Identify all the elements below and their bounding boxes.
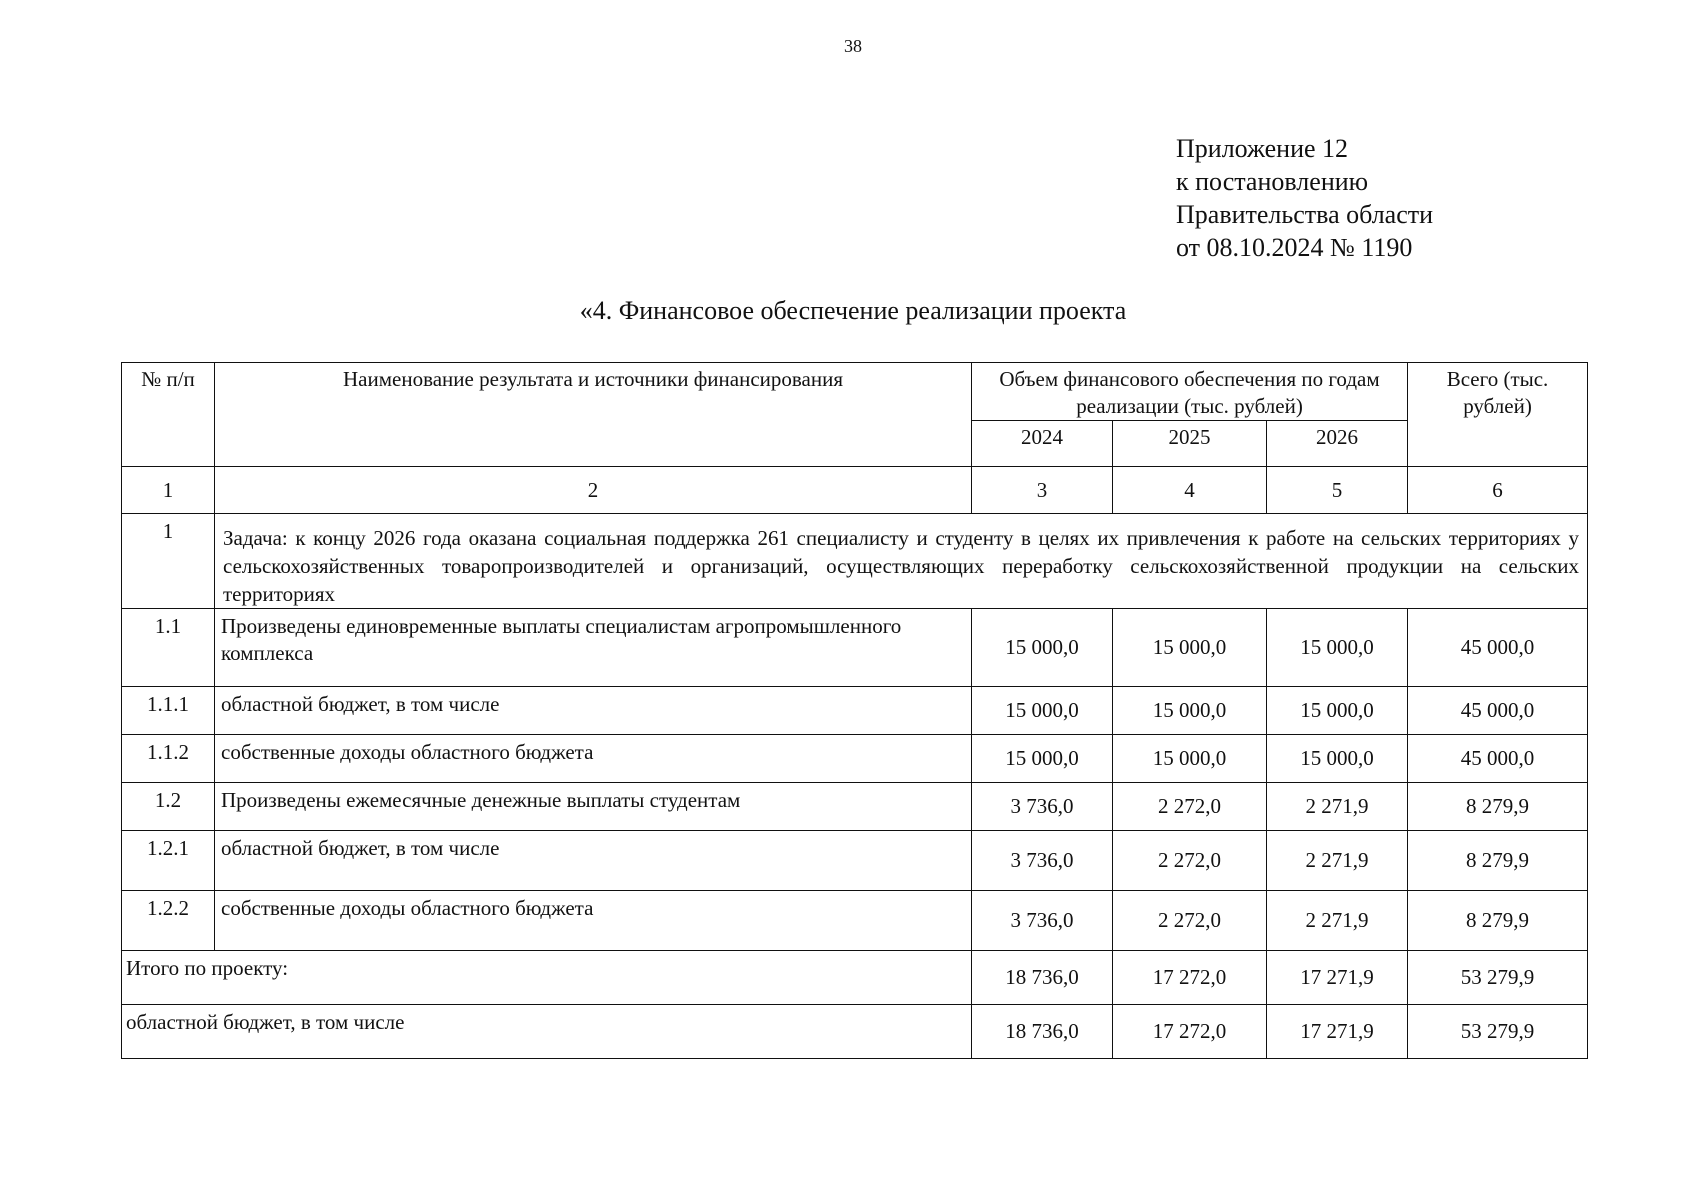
task-row xyxy=(122,514,1588,609)
row-value-2024: 15 000,0 xyxy=(972,609,1113,687)
total-value-total: 53 279,9 xyxy=(1408,1005,1588,1059)
row-name: областной бюджет, в том числе xyxy=(215,687,972,735)
row-value-2026: 2 271,9 xyxy=(1267,783,1408,831)
row-value-2026: 2 271,9 xyxy=(1267,831,1408,891)
column-number: 5 xyxy=(1267,467,1408,514)
total-label: областной бюджет, в том числе xyxy=(122,1005,972,1059)
header-name: Наименование результата и источники финансирования xyxy=(215,363,972,467)
row-num: 1.1.2 xyxy=(122,735,215,783)
header-num: № п/п xyxy=(122,363,215,467)
total-value-2025: 17 272,0 xyxy=(1113,1005,1267,1059)
header-volume: Объем финансового обеспечения по годам реализации (тыс. рублей) xyxy=(972,363,1408,421)
row-value-total: 45 000,0 xyxy=(1408,735,1588,783)
appendix-block xyxy=(1176,132,1433,264)
row-name: собственные доходы областного бюджета xyxy=(215,735,972,783)
row-value-2025: 2 272,0 xyxy=(1113,891,1267,951)
header-year: 2025 xyxy=(1113,421,1267,467)
financing-table xyxy=(121,362,1588,1059)
row-value-2024: 15 000,0 xyxy=(972,735,1113,783)
column-number: 1 xyxy=(122,467,215,514)
row-value-2024: 3 736,0 xyxy=(972,831,1113,891)
row-num: 1.1 xyxy=(122,609,215,687)
row-value-total: 8 279,9 xyxy=(1408,891,1588,951)
header-row xyxy=(122,363,1588,421)
appendix-line: Правительства области xyxy=(1176,200,1434,229)
column-number: 4 xyxy=(1113,467,1267,514)
row-num: 1.2.1 xyxy=(122,831,215,891)
row-name: Произведены единовременные выплаты специалистам агропромышленного комплекса xyxy=(215,609,972,687)
page-number: 38 xyxy=(844,36,862,56)
row-num: 1.1.1 xyxy=(122,687,215,735)
row-value-2025: 15 000,0 xyxy=(1113,735,1267,783)
total-value-2024: 18 736,0 xyxy=(972,951,1113,1005)
table-row xyxy=(122,891,1588,951)
table-row xyxy=(122,783,1588,831)
row-value-total: 8 279,9 xyxy=(1408,831,1588,891)
column-number: 2 xyxy=(215,467,972,514)
row-value-2024: 3 736,0 xyxy=(972,891,1113,951)
column-numbers-row xyxy=(122,467,1588,514)
row-value-2025: 15 000,0 xyxy=(1113,609,1267,687)
row-value-total: 8 279,9 xyxy=(1408,783,1588,831)
row-value-2026: 15 000,0 xyxy=(1267,609,1408,687)
appendix-line: от 08.10.2024 № 1190 xyxy=(1176,233,1413,262)
header-year: 2026 xyxy=(1267,421,1408,467)
row-value-2024: 15 000,0 xyxy=(972,687,1113,735)
total-value-2025: 17 272,0 xyxy=(1113,951,1267,1005)
appendix-line: Приложение 12 xyxy=(1176,134,1349,163)
row-value-2025: 2 272,0 xyxy=(1113,831,1267,891)
row-value-2026: 15 000,0 xyxy=(1267,687,1408,735)
total-value-total: 53 279,9 xyxy=(1408,951,1588,1005)
column-number: 3 xyxy=(972,467,1113,514)
row-value-2026: 15 000,0 xyxy=(1267,735,1408,783)
task-text: Задача: к концу 2026 года оказана социальная поддержка 261 специалисту и студенту в целях их привлечения к работе на сельских территориях у сельскохозяйственных товаропроизводителей и организаций, осуществляющих переработку сельскохозяйственной продукции на сельских территориях xyxy=(215,514,1588,609)
row-value-2025: 15 000,0 xyxy=(1113,687,1267,735)
row-name: областной бюджет, в том числе xyxy=(215,831,972,891)
total-value-2026: 17 271,9 xyxy=(1267,951,1408,1005)
header-total: Всего (тыс. рублей) xyxy=(1408,363,1588,467)
table-row xyxy=(122,735,1588,783)
task-num: 1 xyxy=(122,514,215,609)
table-row xyxy=(122,609,1588,687)
appendix-line: к постановлению xyxy=(1176,167,1369,196)
total-value-2024: 18 736,0 xyxy=(972,1005,1113,1059)
total-row xyxy=(122,951,1588,1005)
section-title: «4. Финансовое обеспечение реализации проекта xyxy=(579,296,1127,325)
row-value-2026: 2 271,9 xyxy=(1267,891,1408,951)
row-value-2025: 2 272,0 xyxy=(1113,783,1267,831)
row-name: Произведены ежемесячные денежные выплаты студентам xyxy=(215,783,972,831)
row-value-total: 45 000,0 xyxy=(1408,687,1588,735)
header-year: 2024 xyxy=(972,421,1113,467)
column-number: 6 xyxy=(1408,467,1588,514)
row-value-total: 45 000,0 xyxy=(1408,609,1588,687)
table-row xyxy=(122,687,1588,735)
total-row xyxy=(122,1005,1588,1059)
row-num: 1.2.2 xyxy=(122,891,215,951)
row-num: 1.2 xyxy=(122,783,215,831)
total-value-2026: 17 271,9 xyxy=(1267,1005,1408,1059)
table-row xyxy=(122,831,1588,891)
row-value-2024: 3 736,0 xyxy=(972,783,1113,831)
total-label: Итого по проекту: xyxy=(122,951,972,1005)
row-name: собственные доходы областного бюджета xyxy=(215,891,972,951)
